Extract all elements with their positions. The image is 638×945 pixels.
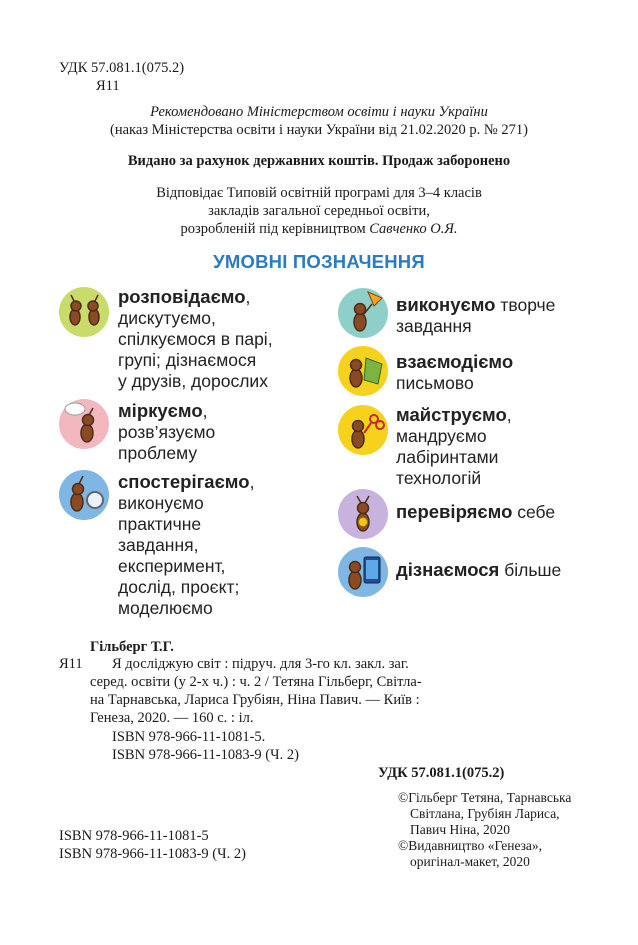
legend-keyword-learn-more: дізнаємося <box>396 559 500 580</box>
catalog-line-1: Я досліджую світ : підруч. для 3-го кл. закл. заг. <box>112 656 409 672</box>
creative-ant-icon <box>338 288 388 338</box>
tablet-ant-icon <box>338 547 388 597</box>
legend-text: проблему <box>118 443 198 463</box>
legend-text: групі; дізнаємося <box>118 350 257 370</box>
legend-item-observing <box>118 471 328 619</box>
program-line-1: Відповідає Типовій освітній програмі для 3–4 класів <box>156 185 482 201</box>
talking-ants-icon <box>59 287 109 337</box>
legend-text: письмово <box>396 373 474 393</box>
legend-text: розв’язуємо <box>118 422 216 442</box>
program-line-3-prefix: розробленій під керівництвом <box>180 221 366 237</box>
medal-ant-icon <box>338 489 388 539</box>
legend-text: завдання <box>396 316 472 336</box>
legend-text: дослід, проєкт; <box>118 577 240 597</box>
udk-code: УДК 57.081.1(075.2) <box>59 60 185 76</box>
legend-item-checking <box>396 501 596 523</box>
legend-text: , <box>245 287 251 307</box>
legend-text: технологій <box>396 468 482 488</box>
catalog-author: Гільберг Т.Г. <box>90 639 174 655</box>
legend-item-crafting <box>396 404 596 489</box>
catalog-line-3: на Тарнавська, Лариса Грубіян, Ніна Павич. — Київ : <box>90 692 420 708</box>
legend-keyword-checking: перевіряємо <box>396 501 513 522</box>
legend-text: у друзів, дорослих <box>118 371 268 391</box>
legend-text: виконуємо <box>118 493 204 513</box>
legend-keyword-crafting: майструємо <box>396 404 507 425</box>
program-line-3 <box>0 220 638 238</box>
legend-text: завдання, <box>118 535 199 555</box>
copyright-publisher-line-1: ©Видавництво «Генеза», <box>398 838 543 853</box>
legend-text: , <box>249 472 255 492</box>
catalog-isbn-1: ISBN 978-966-11-1081-5. <box>112 729 266 745</box>
thinking-ant-icon <box>59 399 109 449</box>
legend-title: УМОВНІ ПОЗНАЧЕННЯ <box>213 251 425 272</box>
copyright-authors-line-1: ©Гільберг Тетяна, Тарнавська <box>398 790 572 805</box>
legend-text: більше <box>499 560 562 580</box>
recommended-line: Рекомендовано Міністерством освіти і науки України <box>150 104 488 120</box>
catalog-line-4: Генеза, 2020. — 160 с. : іл. <box>90 710 254 726</box>
legend-item-learn-more <box>396 559 596 581</box>
index-code: Я11 <box>96 78 120 94</box>
legend-text: експеримент, <box>118 556 226 576</box>
legend-keyword-talking: розповідаємо <box>118 286 246 307</box>
catalog-index: Я11 <box>59 656 83 672</box>
magnifier-ant-icon <box>59 470 109 520</box>
legend-text: себе <box>512 502 556 522</box>
footer-isbn-1: ISBN 978-966-11-1081-5 <box>59 828 209 844</box>
footer-isbn-2: ISBN 978-966-11-1083-9 (Ч. 2) <box>59 846 246 862</box>
legend-text: дискутуємо, <box>118 308 216 328</box>
legend-text: лабіринтами <box>396 447 499 467</box>
legend-item-talking <box>118 286 328 392</box>
legend-item-creative <box>396 294 596 337</box>
legend-keyword-observing: спостерігаємо <box>118 471 250 492</box>
legend-item-thinking <box>118 400 328 464</box>
writing-ant-icon <box>338 346 388 396</box>
legend-text: , <box>202 401 208 421</box>
program-line-3-name: Савченко О.Я. <box>369 221 458 237</box>
legend-keyword-thinking: міркуємо <box>118 400 203 421</box>
state-funds-line: Видано за рахунок державних коштів. Продаж заборонено <box>127 153 511 169</box>
legend-text: , <box>506 405 512 425</box>
copyright-publisher-line-2: оригінал-макет, 2020 <box>410 854 530 869</box>
legend-keyword-creative: виконуємо <box>396 294 496 315</box>
program-line-2: закладів загальної середньої освіти, <box>208 203 430 219</box>
copyright-authors-line-2: Світлана, Грубіян Лариса, <box>410 806 560 821</box>
catalog-isbn-2: ISBN 978-966-11-1083-9 (Ч. 2) <box>112 747 299 763</box>
legend-item-writing <box>396 351 596 394</box>
copyright-authors-line-3: Павич Ніна, 2020 <box>410 822 510 837</box>
order-line: (наказ Міністерства освіти і науки України від 21.02.2020 р. № 271) <box>110 122 528 138</box>
legend-text: моделюємо <box>118 598 213 618</box>
catalog-udk: УДК 57.081.1(075.2) <box>378 765 505 781</box>
legend-text: практичне <box>118 514 202 534</box>
legend-text: спілкуємося в парі, <box>118 329 273 349</box>
legend-text: творче <box>495 295 556 315</box>
legend-text: мандруємо <box>396 426 487 446</box>
legend-keyword-writing: взаємодіємо <box>396 351 514 372</box>
catalog-line-2: серед. освіти (у 2-х ч.) : ч. 2 / Тетяна Гільберг, Світла- <box>90 674 422 690</box>
crafting-ant-icon <box>338 405 388 455</box>
